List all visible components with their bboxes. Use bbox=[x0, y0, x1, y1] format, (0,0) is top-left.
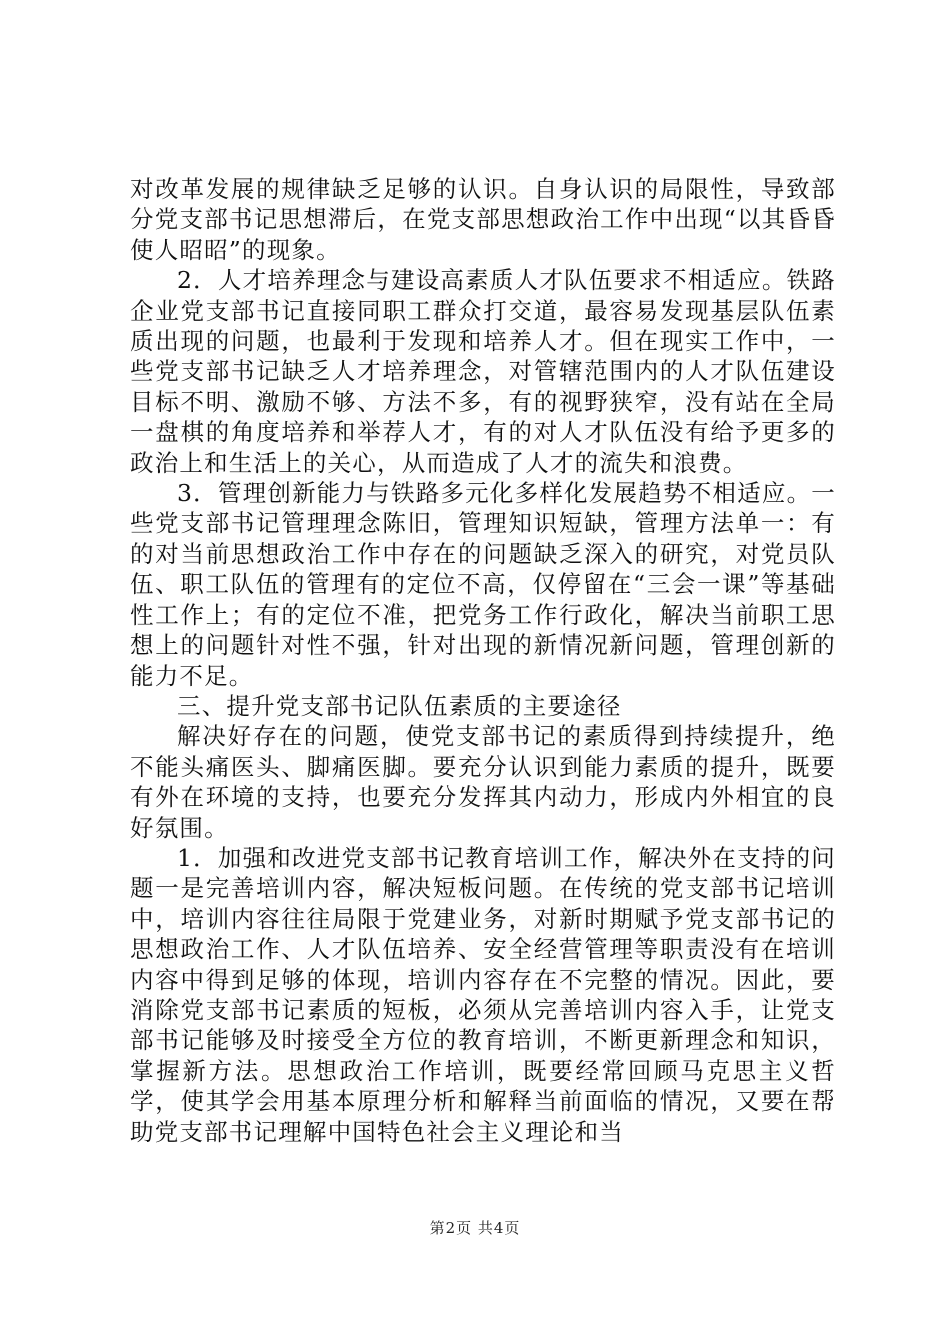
document-body bbox=[130, 174, 836, 1147]
paragraph-management-innovation: 3．管理创新能力与铁路多元化多样化发展趋势不相适应。一些党支部书记管理理念陈旧，管理知识短缺，管理方法单一：有的对当前思想政治工作中存在的问题缺乏深入的研究，对党员队伍、职工队伍的管理有的定位不高，仅停留在“三会一课”等基础性工作上；有的定位不准，把党务工作行政化，解决当前职工思想上的问题针对性不强，针对出现的新情况新问题，管理创新的能力不足。 bbox=[130, 479, 836, 690]
paragraph-talent-cultivation: 2．人才培养理念与建设高素质人才队伍要求不相适应。铁路企业党支部书记直接同职工群众打交道，最容易发现基层队伍素质出现的问题，也最利于发现和培养人才。但在现实工作中，一些党支部书记缺乏人才培养理念，对管辖范围内的人才队伍建设目标不明、激励不够、方法不多，有的视野狭窄，没有站在全局一盘棋的角度培养和举荐人才，有的对人才队伍没有给予更多的政治上和生活上的关心，从而造成了人才的流失和浪费。 bbox=[130, 266, 836, 477]
paragraph-solve-problems: 解决好存在的问题，使党支部书记的素质得到持续提升，绝不能头痛医头、脚痛医脚。要充分认识到能力素质的提升，既要有外在环境的支持，也要充分发挥其内动力，形成内外相宜的良好氛围。 bbox=[130, 722, 836, 842]
paragraph-training-work: 1．加强和改进党支部书记教育培训工作，解决外在支持的问题一是完善培训内容，解决短板问题。在传统的党支部书记培训中，培训内容往往局限于党建业务，对新时期赋予党支部书记的思想政治工作、人才队伍培养、安全经营管理等职责没有在培训内容中得到足够的体现，培训内容存在不完整的情况。因此，要消除党支部书记素质的短板，必须从完善培训内容入手，让党支部书记能够及时接受全方位的教育培训，不断更新理念和知识，掌握新方法。思想政治工作培训，既要经常回顾马克思主义哲学，使其学会用基本原理分析和解释当前面临的情况，又要在帮助党支部书记理解中国特色社会主义理论和当 bbox=[130, 843, 836, 1146]
section-heading-main-approaches: 三、提升党支部书记队伍素质的主要途径 bbox=[177, 691, 622, 720]
paragraph-continuation: 对改革发展的规律缺乏足够的认识。自身认识的局限性，导致部分党支部书记思想滞后，在党支部思想政治工作中出现“以其昏昏使人昭昭”的现象。 bbox=[130, 175, 836, 264]
page-footer: 第2页 共4页 bbox=[429, 1219, 521, 1237]
